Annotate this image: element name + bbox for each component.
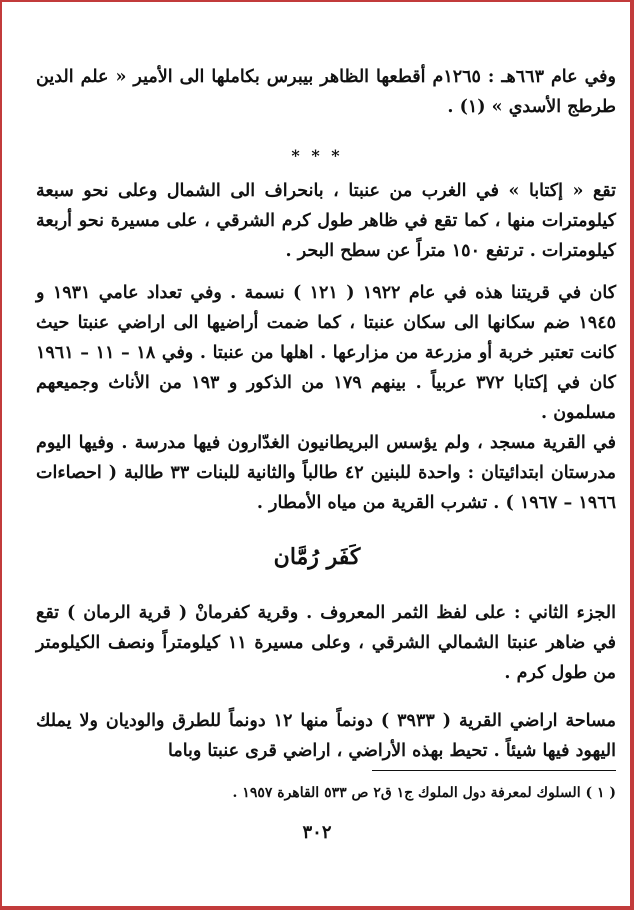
page-number: ٣٠٢ bbox=[302, 822, 332, 843]
footnote-rule bbox=[372, 770, 616, 771]
paragraph-5: الجزء الثاني : على لفظ الثمر المعروف . وقرية كفرمانْ ( قرية الرمان ) تقع في ضاهر عنبتا الشمالي الشرقي ، وعلى مسيرة ١١ كيلومتراً ونصف الكيلومتر من طول كرم . bbox=[36, 603, 616, 683]
section-heading: كَفَر رُمَّان bbox=[273, 544, 361, 570]
paragraph-6: مساحة اراضي القرية ( ٣٩٣٣ ) دونماً منها ١٢ دونماً للطرق والوديان ولا يملك اليهود فيها شيئاً . تحيط بهذه الأراضي ، اراضي قرى عنبتا وباما bbox=[36, 711, 616, 761]
paragraph-3: كان في قريتنا هذه في عام ١٩٢٢ ( ١٢١ ) نسمة . وفي تعداد عامي ١٩٣١ و ١٩٤٥ ضم سكانها الى سكان عنبتا ، كما ضمت أراضيها الى اراضي عنبتا حيث كانت تعتبر خربة أو مزرعة من مزارعها . اهلها من عنبتا . وفي ١٨ – ١١ – ١٩٦١ كان في إكتابا ٣٧٢ عربياً . بينهم ١٧٩ من الذكور و ١٩٣ من الأناث وجميعهم مسلمون . bbox=[36, 283, 617, 423]
footnote: ( ١ ) السلوك لمعرفة دول الملوك ج١ ق٢ ص ٥٣٣ القاهرة ١٩٥٧ . bbox=[232, 785, 616, 801]
paragraph-4: في القرية مسجد ، ولم يؤسس البريطانيون الغدّارون فيها مدرسة . وفيها اليوم مدرستان ابتدائيتان : واحدة للبنين ٤٢ طالباً والثانية للبنات ٣٣ طالبة ( احصاءات ١٩٦٦ – ١٩٦٧ ) . تشرب القرية من مياه الأمطار . bbox=[36, 433, 616, 513]
section-separator: * * * bbox=[291, 146, 343, 165]
paragraph-2: تقع « إكتابا » في الغرب من عنبتا ، بانحراف الى الشمال وعلى نحو سبعة كيلومترات منها ، كما تقع في ظاهر طول كرم الشرقي ، على مسيرة نحو أربعة كيلومترات . ترتفع ١٥٠ متراً عن سطح البحر . bbox=[36, 181, 616, 261]
paragraph-1: وفي عام ٦٦٣هـ : ١٢٦٥م أقطعها الظاهر بيبرس بكاملها الى الأمير « علم الدين طرطج الأسدي » (١) . bbox=[36, 67, 616, 117]
